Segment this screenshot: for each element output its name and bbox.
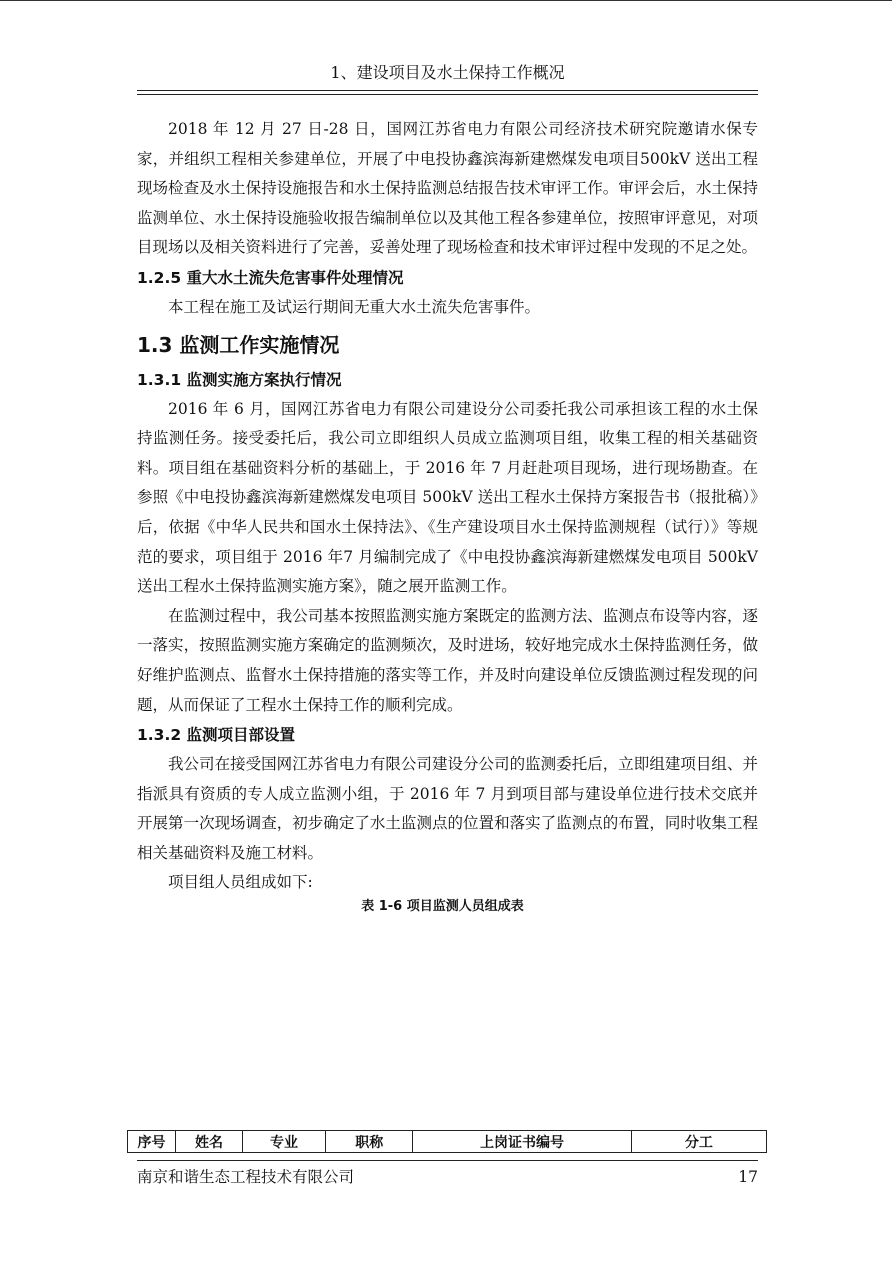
header-divider	[137, 90, 758, 95]
section-heading-1-3: 1.3 监测工作实施情况	[137, 332, 340, 357]
paragraph-project-team: 我公司在接受国网江苏省电力有限公司建设分公司的监测委托后，立即组建项目组、并指派具有资质的专人成立监测小组，于 2016 年 7 月到项目部与建设单位进行技术交底并开展第一次现场调查，初步确定了水土监测点的位置和落实了监测点的布置，同时收集工程相关基础资料及施工材料。	[137, 755, 758, 862]
page-top-border	[0, 0, 892, 1]
staff-table	[127, 1130, 767, 1153]
table-caption: 表 1-6 项目监测人员组成表	[361, 899, 524, 915]
paragraph-review-meeting: 2018 年 12 月 27 日-28 日，国网江苏省电力有限公司经济技术研究院邀请水保专家，并组织工程相关参建单位，开展了中电投协鑫滨海新建燃煤发电项目500kV 送出工程现场检查及水土保持设施报告和水土保持监测总结报告技术审评工作。审评会后，水土保持监测单位、水土保持设施验收报告编制单位以及其他工程各参建单位，按照审评意见，对项目现场以及相关资料进行了完善，妥善处理了现场检查和技术审评过程中发现的不足之处。	[137, 120, 758, 257]
paragraph-team-intro: 项目组人员组成如下:	[168, 873, 313, 892]
page-header-title: 1、建设项目及水土保持工作概况	[330, 63, 565, 82]
footer-company: 南京和谐生态工程技术有限公司	[137, 1168, 355, 1186]
table-header-cell: 序号	[128, 1131, 176, 1153]
section-heading-1-3-1: 1.3.1 监测实施方案执行情况	[137, 370, 342, 389]
document-body	[137, 115, 758, 916]
section-heading-1-2-5: 1.2.5 重大水土流失危害事件处理情况	[137, 268, 404, 287]
page-number: 17	[738, 1168, 758, 1186]
paragraph-no-hazard: 本工程在施工及试运行期间无重大水土流失危害事件。	[168, 297, 541, 316]
table-header-cell: 分工	[631, 1131, 766, 1153]
section-heading-1-3-2: 1.3.2 监测项目部设置	[137, 726, 296, 745]
table-header-cell: 专业	[243, 1131, 326, 1153]
table-header-cell: 上岗证书编号	[413, 1131, 631, 1153]
paragraph-monitoring-process: 在监测过程中，我公司基本按照监测实施方案既定的监测方法、监测点布设等内容，逐一落实，按照监测实施方案确定的监测频次，及时进场，较好地完成水土保持监测任务，做好维护监测点、监督水土保持措施的落实等工作，并及时向建设单位反馈监测过程发现的问题，从而保证了工程水土保持工作的顺利完成。	[137, 606, 758, 714]
paragraph-plan-execution: 2016 年 6 月，国网江苏省电力有限公司建设分公司委托我公司承担该工程的水土保持监测任务。接受委托后，我公司立即组织人员成立监测项目组，收集工程的相关基础资料。项目组在基础资料分析的基础上，于 2016 年 7 月赶赴项目现场，进行现场勘查。在参照《中电投协鑫滨海新建燃煤发电项目 500kV 送出工程水土保持方案报告书（报批稿）》后，依据《中华人民共和国水土保持法》、《生产建设项目水土保持监测规程（试行）》等规范的要求，项目组于 2016 年7 月编制完成了《中电投协鑫滨海新建燃煤发电项目 500kV 送出工程水土保持监测实施方案》，随之展开监测工作。	[137, 399, 758, 596]
table-header-row	[128, 1131, 767, 1153]
table-header-cell: 姓名	[175, 1131, 242, 1153]
table-header-cell: 职称	[326, 1131, 413, 1153]
footer-divider	[137, 1160, 758, 1161]
